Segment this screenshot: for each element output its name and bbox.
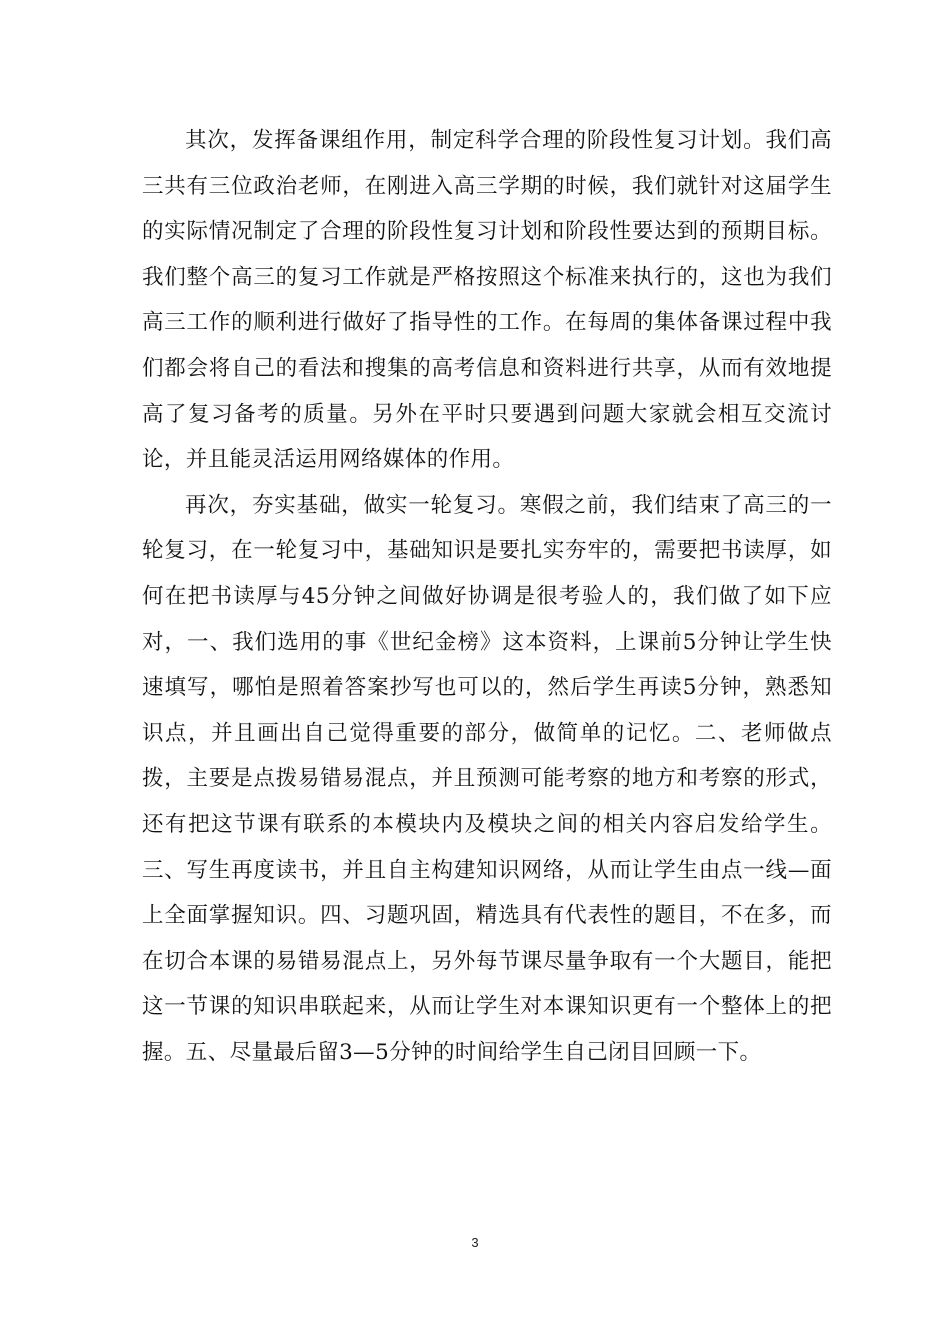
paragraph-review-plan: 其次，发挥备课组作用，制定科学合理的阶段性复习计划。我们高三共有三位政治老师，在刚进入高三学期的时候，我们就针对这届学生的实际情况制定了合理的阶段性复习计划和阶段性要达到的预期目标。我们整个高三的复习工作就是严格按照这个标准来执行的，这也为我们高三工作的顺利进行做好了指导性的工作。在每周的集体备课过程中我们都会将自己的看法和搜集的高考信息和资料进行共享，从而有效地提高了复习备考的质量。另外在平时只要遇到问题大家就会相互交流讨论，并且能灵活运用网络媒体的作用。 <box>142 128 832 473</box>
paragraph-first-round-review: 再次，夯实基础，做实一轮复习。寒假之前，我们结束了高三的一轮复习，在一轮复习中，基础知识是要扎实夯牢的，需要把书读厚，如何在把书读厚与45分钟之间做好协调是很考验人的，我们做了如下应对，一、我们选用的事《世纪金榜》这本资料，上课前5分钟让学生快速填写，哪怕是照着答案抄写也可以的，然后学生再读5分钟，熟悉知识点，并且画出自己觉得重要的部分，做简单的记忆。二、老师做点拨，主要是点拨易错易混点，并且预测可能考察的地方和考察的形式，还有把这节课有联系的本模块内及模块之间的相关内容启发给学生。三、写生再度读书，并且自主构建知识网络，从而让学生由点一线—面上全面掌握知识。四、习题巩固，精选具有代表性的题目，不在多，而在切合本课的易错易混点上，另外每节课尽量争取有一个大题目，能把这一节课的知识串联起来，从而让学生对本课知识更有一个整体上的把握。五、尽量最后留3—5分钟的时间给学生自己闭目回顾一下。 <box>142 492 832 1065</box>
document-body <box>142 118 832 1075</box>
page-number: 3 <box>471 1235 479 1250</box>
